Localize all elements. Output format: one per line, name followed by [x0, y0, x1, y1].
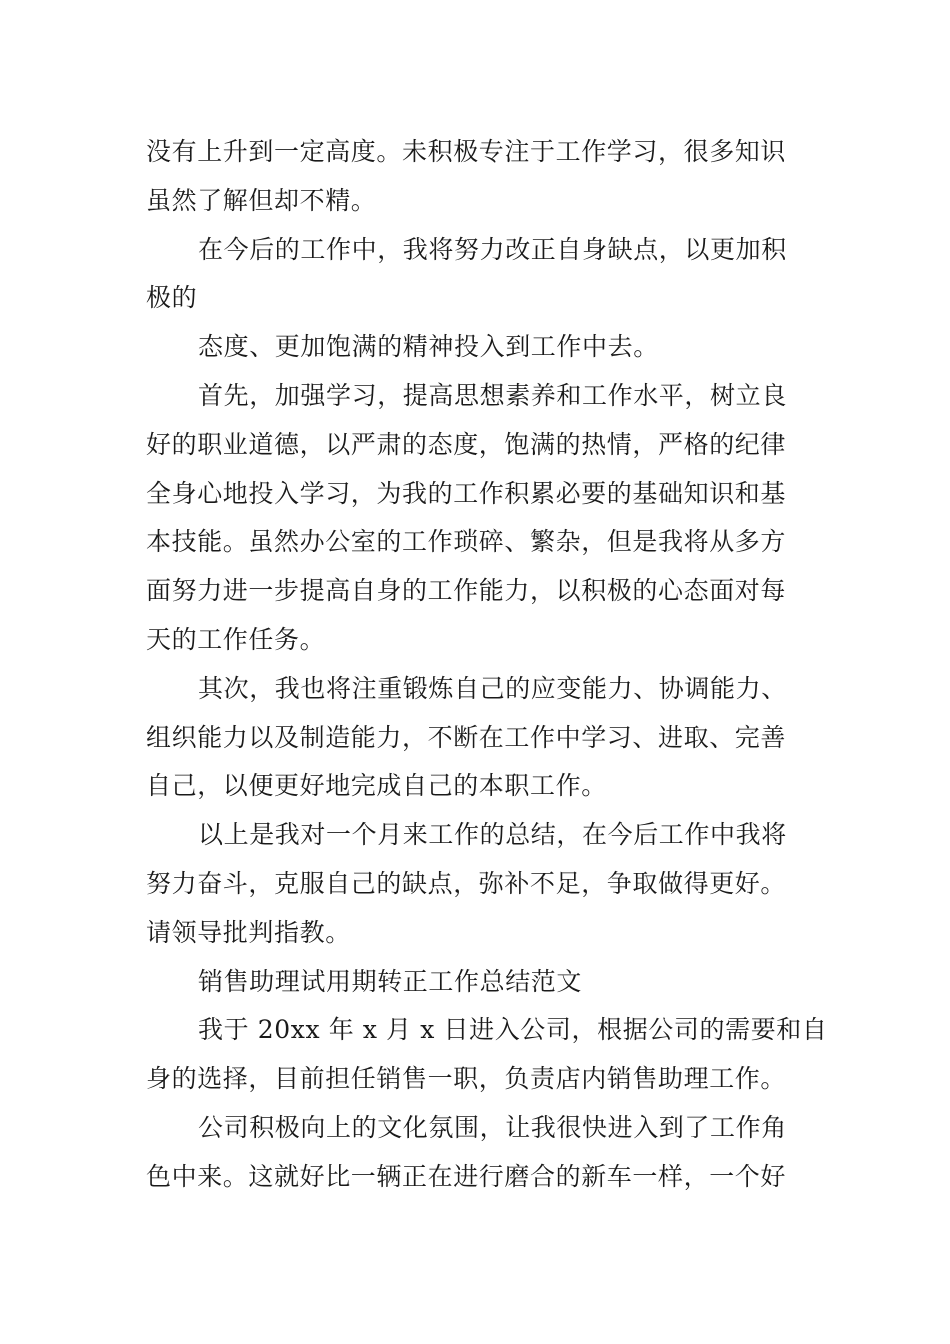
text-line: 全身心地投入学习，为我的工作积累必要的基础知识和基	[146, 478, 787, 508]
text-line: 公司积极向上的文化氛围，让我很快进入到了工作角	[198, 1112, 787, 1142]
text-line: 请领导批判指教。	[146, 917, 351, 947]
text-line: 自己，以便更好地完成自己的本职工作。	[146, 771, 607, 801]
text-line: 面努力进一步提高自身的工作能力，以积极的心态面对每	[146, 576, 787, 606]
text-line: 销售助理试用期转正工作总结范文	[198, 966, 583, 996]
text-line: 身的选择，目前担任销售一职，负责店内销售助理工作。	[146, 1064, 787, 1094]
text-line: 好的职业道德，以严肃的态度，饱满的热情，严格的纪律	[146, 429, 787, 459]
text-line: 态度、更加饱满的精神投入到工作中去。	[198, 332, 659, 362]
text-line: 虽然了解但却不精。	[146, 185, 377, 215]
text-line: 以上是我对一个月来工作的总结，在今后工作中我将	[198, 820, 787, 850]
text-line: 天的工作任务。	[146, 624, 326, 654]
text-line: 没有上升到一定高度。未积极专注于工作学习，很多知识	[146, 137, 787, 166]
text-line: 其次，我也将注重锻炼自己的应变能力、协调能力、	[198, 673, 787, 703]
text-line: 色中来。这就好比一辆正在进行磨合的新车一样，一个好	[146, 1161, 787, 1191]
text-line: 在今后的工作中，我将努力改正自身缺点，以更加积	[198, 234, 787, 264]
document-body	[146, 128, 828, 1202]
text-line: 本技能。虽然办公室的工作琐碎、繁杂，但是我将从多方	[146, 527, 787, 557]
text-line: 我于 20xx 年 x 月 x 日进入公司，根据公司的需要和自	[198, 1015, 828, 1045]
text-line: 首先，加强学习，提高思想素养和工作水平，树立良	[198, 380, 787, 410]
text-line: 极的	[146, 283, 198, 313]
text-line: 组织能力以及制造能力，不断在工作中学习、进取、完善	[146, 722, 787, 752]
text-line: 努力奋斗，克服自己的缺点，弥补不足，争取做得更好。	[146, 868, 787, 898]
